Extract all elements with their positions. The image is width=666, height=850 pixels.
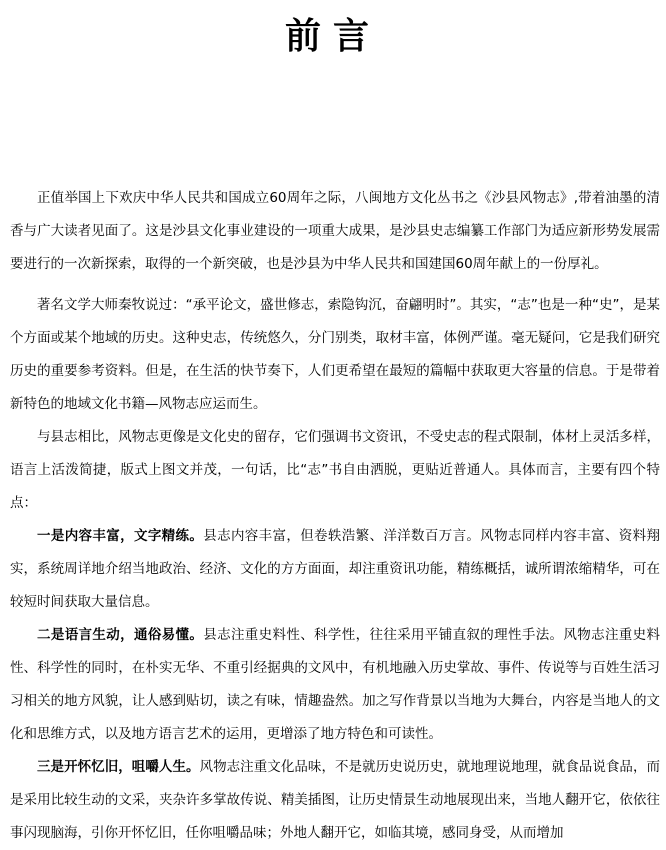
paragraph-text: 县志内容丰富，但卷轶浩繁、洋洋数百万言。风物志同样内容丰富、资料翔实，系统周详地介绍当地政治、经济、文化的方方面面，却注重资讯功能，精练概括，诚所谓浓缩精华，可在较短时间获取大量信息。 — [10, 528, 661, 610]
page-title: 前言 — [284, 15, 381, 57]
paragraph-text: 与县志相比，风物志更像是文化史的留存，它们强调书文资讯，不受史志的程式限制，体材上灵活多样，语言上活泼简捷，版式上图文并茂，一句话，比“志”书自由洒脱，更贴近普通人。具体而言，主要有四个特点： — [10, 429, 660, 511]
paragraph-lead: 三是开怀忆旧，咀嚼人生。 — [37, 759, 200, 775]
paragraph-1 — [10, 182, 660, 281]
paragraph-text: 正值举国上下欢庆中华人民共和国成立60周年之际，八闽地方文化丛书之《沙县风物志》,带着油墨的清香与广大读者见面了。这是沙县文化事业建设的一项重大成果，是沙县史志编纂工作部门为适应新形势发展需要进行的一次新探索，取得的一个新突破，也是沙县为中华人民共和国建国60周年献上的一份厚礼。 — [10, 190, 660, 272]
paragraph-text: 著名文学大师秦牧说过：“承平论文，盛世修志，索隐钩沉，奋翩明时”。其实，“志”也是一种“史”，是某个方面或某个地域的历史。这种史志，传统悠久，分门别类，取材丰富，体例严谨。毫无疑问，它是我们研究历史的重要参考资料。但是，在生活的快节奏下，人们更希望在最短的篇幅中获取更大容量的信息。于是带着新特色的地域文化书籍—风物志应运而生。 — [10, 297, 660, 412]
paragraph-text: 风物志注重文化品味，不是就历史说历史，就地理说地理，就食品说食品，而是采用比较生动的文采，夹杂许多掌故传说、精美插图，让历史情景生动地展现出来，当地人翻开它，依依往事闪现脑海，引你开怀忆旧，任你咀嚼品味；外地人翻开它，如临其境，感同身受，从而增加 — [10, 759, 661, 841]
paragraph-lead: 二是语言生动，通俗易懂。 — [37, 627, 204, 643]
paragraph-4 — [10, 520, 660, 619]
paragraph-lead: 一是内容丰富，文字精练。 — [37, 528, 204, 544]
paragraph-text: 县志注重史料性、科学性，往往采用平铺直叙的理性手法。风物志注重史料性、科学性的同时，在朴实无华、不重引经据典的文风中，有机地融入历史掌故、事件、传说等与百姓生活习习相关的地方风貌，让人感到贴切，读之有味，情趣盎然。加之写作背景以当地为大舞台，内容是当地人的文化和思维方式，以及地方语言艺术的运用，更增添了地方特色和可读性。 — [10, 627, 661, 742]
paragraph-2 — [10, 289, 660, 421]
preface-body — [10, 182, 660, 850]
paragraph-6 — [10, 751, 660, 850]
paragraph-3 — [10, 421, 660, 520]
paragraph-5 — [10, 619, 660, 751]
